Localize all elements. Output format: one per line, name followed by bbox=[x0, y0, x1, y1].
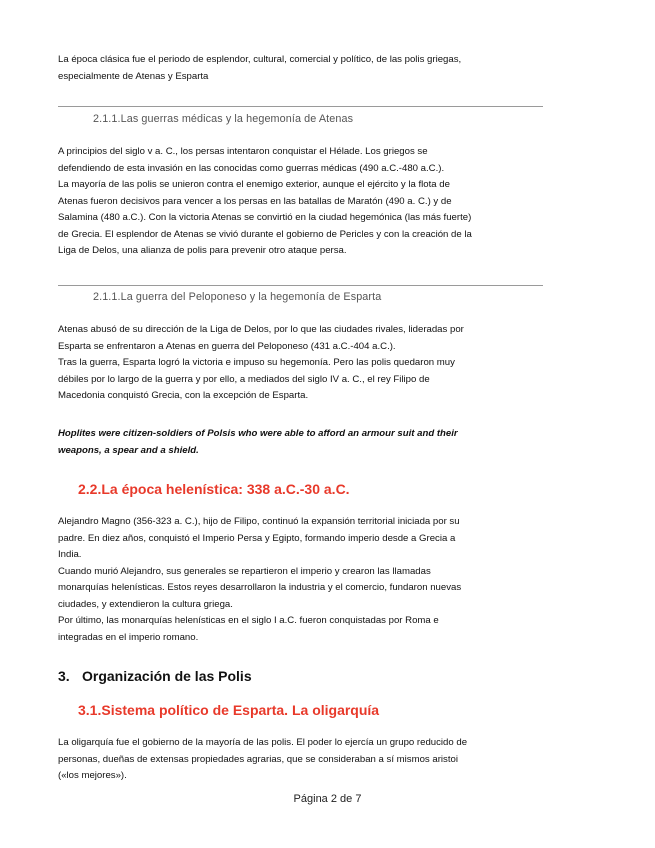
chapter-title: Organización de las Polis bbox=[82, 668, 252, 684]
intro-paragraph bbox=[58, 52, 543, 85]
text-line: defendiendo de esta invasión en las conocidas como guerras médicas (490 a.C.-480 a.C.). bbox=[58, 162, 445, 174]
subsection-heading-guerras-medicas: 2.1.1.Las guerras médicas y la hegemonía de Atenas bbox=[93, 113, 354, 125]
text-line: La época clásica fue el periodo de esplendor, cultural, comercial y político, de las polis griegas, bbox=[58, 54, 462, 65]
text-line: Liga de Delos, una alianza de polis para prevenir otro ataque persa. bbox=[58, 245, 347, 256]
hoplites-note bbox=[58, 426, 543, 459]
text-line: integradas en el imperio romano. bbox=[58, 631, 199, 643]
section-divider bbox=[58, 285, 543, 286]
text-line: personas, dueñas de extensas propiedades agrarias, que se consideraban a sí mismos aristoi bbox=[58, 753, 458, 765]
text-line: Tras la guerra, Esparta logró la victoria e impuso su hegemonía. Pero las polis quedaron muy bbox=[58, 357, 455, 368]
text-line: A principios del siglo v a. C., los persas intentaron conquistar el Hélade. Los griegos se bbox=[58, 146, 428, 157]
text-line: weapons, a spear and a shield. bbox=[58, 444, 199, 456]
text-line: débiles por lo largo de la guerra y por ello, a mediados del siglo IV a. C., el rey Filipo de bbox=[58, 373, 430, 385]
text-line: La mayoría de las polis se unieron contra el enemigo exterior, aunque el ejército y la flota de bbox=[58, 179, 450, 190]
text-line: ciudades, y extendieron la cultura griega. bbox=[58, 598, 233, 610]
text-line: Atenas fueron decisivos para vencer a los persas en las batallas de Maratón (490 a. C.) y de bbox=[58, 195, 452, 207]
text-line: Macedonia conquistó Grecia, con la excepción de Esparta. bbox=[58, 390, 309, 401]
page-number-footer: Página 2 de 7 bbox=[293, 793, 362, 805]
text-line: especialmente de Atenas y Esparta bbox=[58, 70, 209, 82]
text-line: Esparta se enfrentaron a Atenas en guerra del Peloponeso (431 a.C.-404 a.C.). bbox=[58, 340, 396, 352]
text-line: Cuando murió Alejandro, sus generales se repartieron el imperio y crearon las llamadas bbox=[58, 565, 431, 577]
epoca-helenistica-paragraph bbox=[58, 514, 543, 646]
chapter-heading-organizacion bbox=[58, 668, 252, 684]
text-line: padre. En diez años, conquistó el Imperio Persa y Egipto, formando imperio desde a Grecia a bbox=[58, 532, 456, 544]
text-line: Por último, las monarquías helenísticas en el siglo I a.C. fueron conquistadas por Roma e bbox=[58, 615, 439, 626]
text-line: Hoplites were citizen-soldiers of Polsis who were able to afford an armour suit and their bbox=[58, 428, 458, 439]
text-line: monarquías helenísticas. Estos reyes desarrollaron la industria y el comercio, fundaron nuevas bbox=[58, 582, 462, 593]
text-line: Alejandro Magno (356-323 a. C.), hijo de Filipo, continuó la expansión territorial iniciada por su bbox=[58, 516, 460, 527]
section-divider bbox=[58, 106, 543, 107]
chapter-number: 3. bbox=[58, 668, 70, 684]
text-line: Atenas abusó de su dirección de la Liga de Delos, por lo que las ciudades rivales, lideradas por bbox=[58, 324, 464, 335]
section-heading-sistema-politico: 3.1.Sistema político de Esparta. La oligarquía bbox=[78, 702, 380, 718]
text-line: India. bbox=[58, 549, 82, 560]
subsection-heading-peloponeso: 2.1.1.La guerra del Peloponeso y la hegemonía de Esparta bbox=[93, 291, 382, 303]
text-line: Salamina (480 a.C.). Con la victoria Atenas se convirtió en la ciudad hegemónica (las más fuerte) bbox=[58, 212, 472, 223]
section-heading-epoca-helenistica: 2.2.La época helenística: 338 a.C.-30 a.C. bbox=[78, 481, 350, 497]
oligarquia-paragraph bbox=[58, 735, 543, 785]
guerras-medicas-paragraph bbox=[58, 144, 543, 260]
peloponeso-paragraph bbox=[58, 322, 543, 405]
text-line: de Grecia. El esplendor de Atenas se vivió durante el gobierno de Pericles y con la creación de la bbox=[58, 228, 472, 240]
text-line: La oligarquía fue el gobierno de la mayoría de las polis. El poder lo ejercía un grupo reducido de bbox=[58, 737, 468, 748]
text-line: («los mejores»). bbox=[58, 770, 127, 781]
